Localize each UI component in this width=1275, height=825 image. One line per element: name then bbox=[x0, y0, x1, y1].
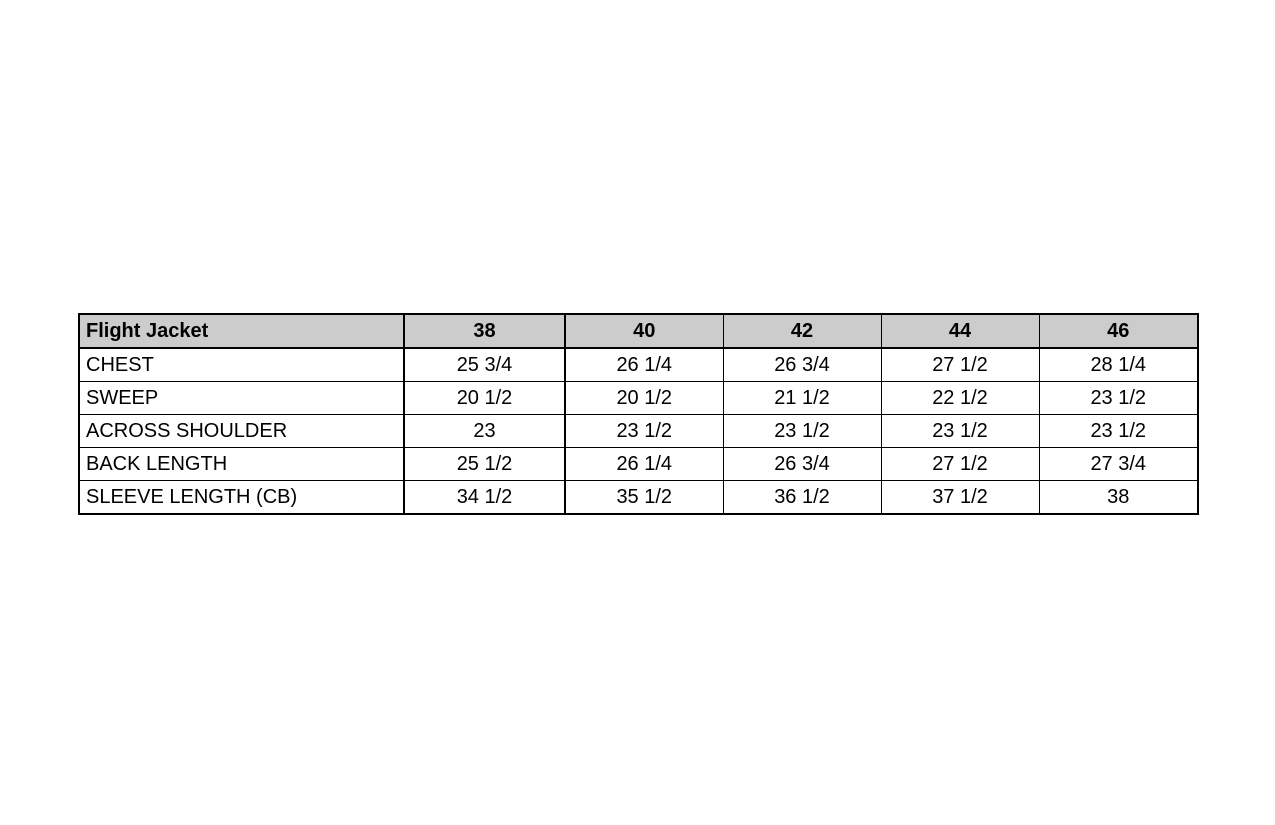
table-cell: 23 1/2 bbox=[1039, 382, 1198, 415]
table-cell: 35 1/2 bbox=[565, 481, 723, 515]
row-label-across-shoulder: ACROSS SHOULDER bbox=[79, 415, 404, 448]
table-cell: 36 1/2 bbox=[723, 481, 881, 515]
table-cell: 26 3/4 bbox=[723, 348, 881, 382]
table-cell: 23 1/2 bbox=[1039, 415, 1198, 448]
table-cell: 23 1/2 bbox=[565, 415, 723, 448]
table-cell: 26 1/4 bbox=[565, 448, 723, 481]
table-cell: 26 1/4 bbox=[565, 348, 723, 382]
table-cell: 20 1/2 bbox=[404, 382, 565, 415]
row-label-chest: CHEST bbox=[79, 348, 404, 382]
table-cell: 25 1/2 bbox=[404, 448, 565, 481]
table-cell: 22 1/2 bbox=[881, 382, 1039, 415]
table-row bbox=[79, 481, 1198, 515]
table-cell: 27 1/2 bbox=[881, 348, 1039, 382]
table-row bbox=[79, 382, 1198, 415]
table-row bbox=[79, 415, 1198, 448]
table-cell: 25 3/4 bbox=[404, 348, 565, 382]
table-row bbox=[79, 448, 1198, 481]
row-label-back-length: BACK LENGTH bbox=[79, 448, 404, 481]
table-cell: 23 bbox=[404, 415, 565, 448]
table-cell: 23 1/2 bbox=[881, 415, 1039, 448]
table-row bbox=[79, 348, 1198, 382]
table-cell: 28 1/4 bbox=[1039, 348, 1198, 382]
table-cell: 37 1/2 bbox=[881, 481, 1039, 515]
table-body bbox=[79, 348, 1198, 514]
table-cell: 27 3/4 bbox=[1039, 448, 1198, 481]
header-row bbox=[79, 314, 1198, 348]
table-header bbox=[79, 314, 1198, 348]
row-label-sweep: SWEEP bbox=[79, 382, 404, 415]
size-header-42: 42 bbox=[723, 314, 881, 348]
table-cell: 27 1/2 bbox=[881, 448, 1039, 481]
table-cell: 34 1/2 bbox=[404, 481, 565, 515]
size-header-38: 38 bbox=[404, 314, 565, 348]
size-header-44: 44 bbox=[881, 314, 1039, 348]
size-header-46: 46 bbox=[1039, 314, 1198, 348]
table-cell: 23 1/2 bbox=[723, 415, 881, 448]
size-chart-table bbox=[78, 313, 1199, 515]
table-cell: 20 1/2 bbox=[565, 382, 723, 415]
table-cell: 26 3/4 bbox=[723, 448, 881, 481]
size-header-40: 40 bbox=[565, 314, 723, 348]
table-cell: 21 1/2 bbox=[723, 382, 881, 415]
table-title: Flight Jacket bbox=[79, 314, 404, 348]
row-label-sleeve-length: SLEEVE LENGTH (CB) bbox=[79, 481, 404, 515]
table-cell: 38 bbox=[1039, 481, 1198, 515]
